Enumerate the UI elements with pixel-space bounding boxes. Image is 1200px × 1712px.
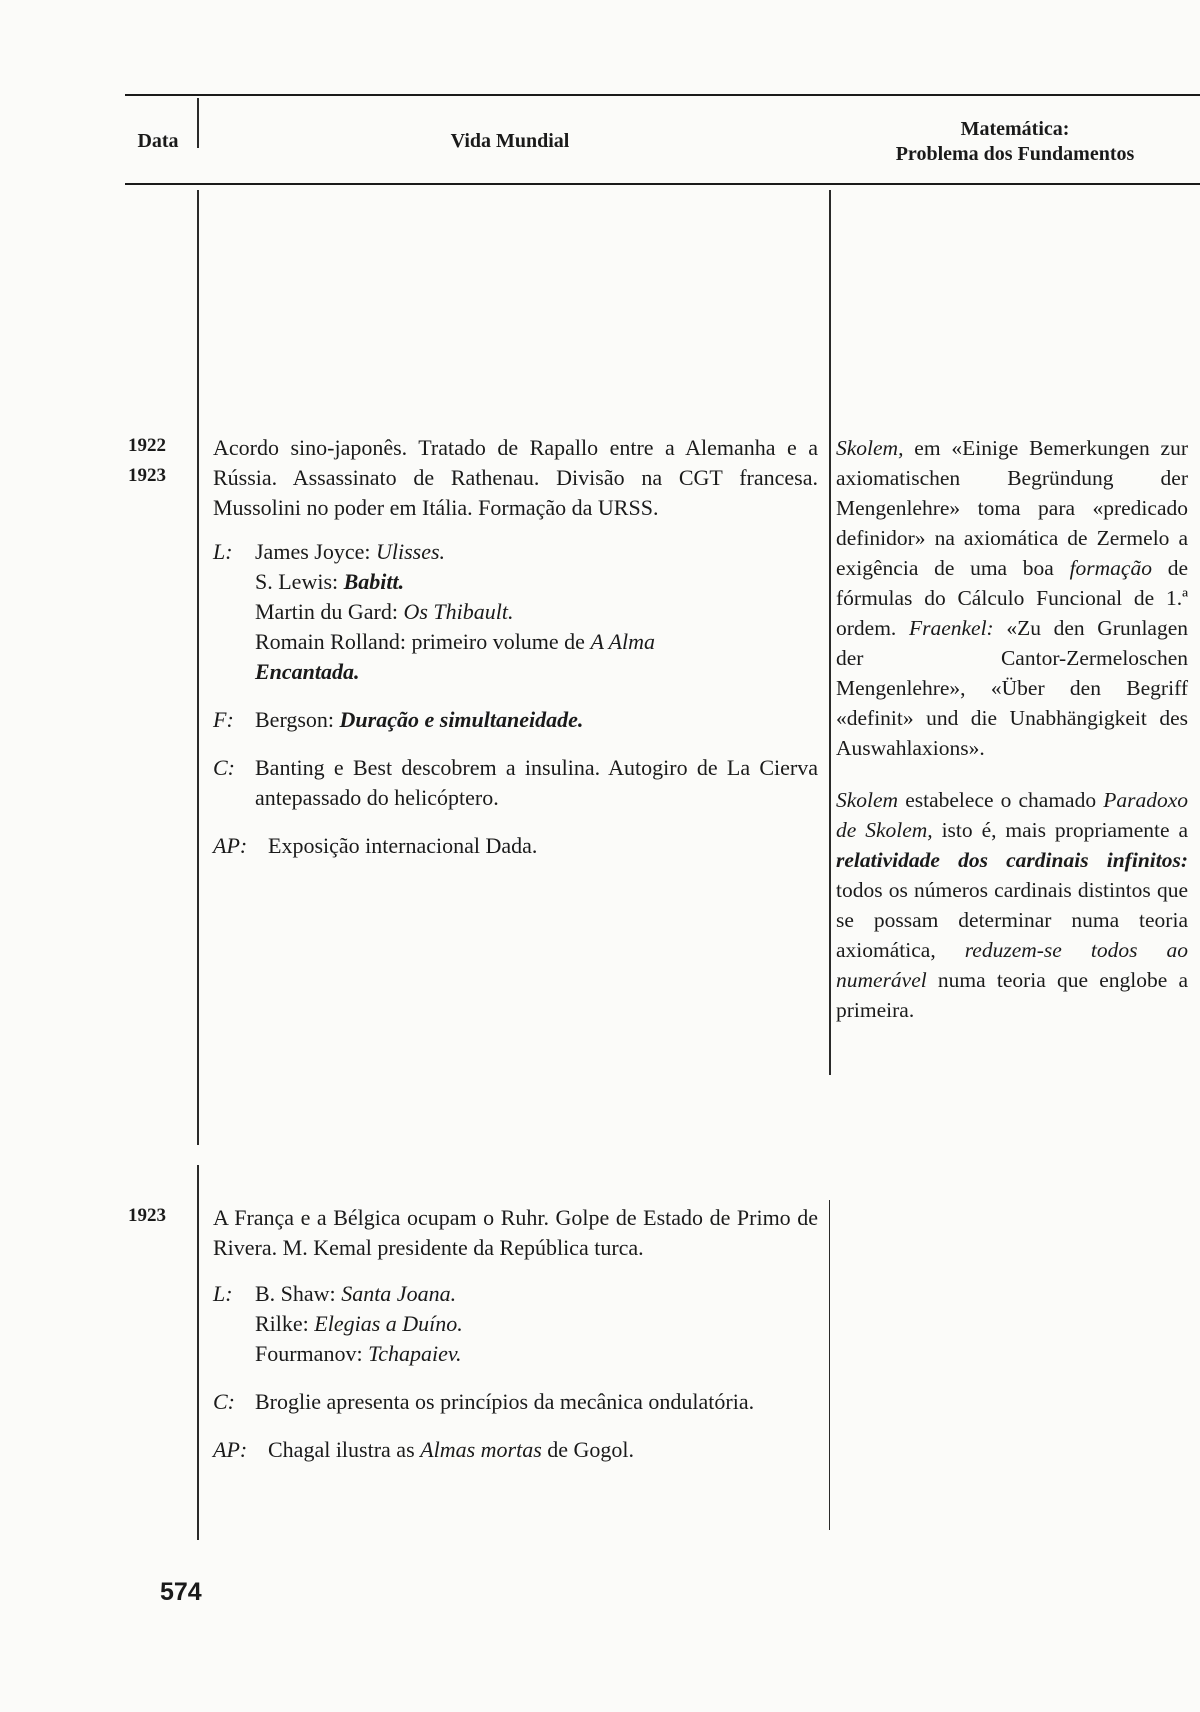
literature-item: Rilke: Elegias a Duíno.	[255, 1311, 463, 1336]
header-world: Vida Mundial	[450, 130, 570, 152]
science-entry-1	[213, 753, 818, 813]
arts-label: AP:	[213, 1437, 248, 1462]
science-text: Banting e Best descobrem a insulina. Autogiro de La Cierva antepassado do helicóptero.	[255, 755, 818, 810]
literature-item: B. Shaw: Santa Joana.	[255, 1281, 457, 1306]
date-block2	[128, 1201, 188, 1231]
philosophy-entry: F: Bergson: Duração e simultaneidade.	[213, 705, 818, 735]
literature-list	[255, 537, 818, 687]
column-divider-left	[197, 190, 199, 1145]
literature-entry-2	[213, 1279, 818, 1369]
header-divider-left	[197, 98, 199, 148]
math-paragraph-1: Skolem, em «Einige Bemerkungen zur axiomatischen Begründung der Mengenlehre» toma para «predicado definidor» na axiomática de Zermelo a exigência de uma boa formação de fórmulas do Cálculo Funcional de 1.ª ordem. Fraenkel: «Zu den Grunlagen der Cantor-Zermeloschen Mengenlehre», «Über den Begriff «definit» und die Unabhängigkeit des Auswahlaxions».	[836, 436, 1188, 760]
philosophy-label: F:	[213, 707, 234, 732]
header-bottom-rule	[125, 183, 1200, 185]
column-divider-right-lower	[829, 1200, 830, 1530]
literature-item: S. Lewis: Babitt.	[255, 569, 405, 594]
header-math-line1: Matemática:	[960, 118, 1070, 140]
header-math-line2: Problema dos Fundamentos	[895, 143, 1135, 165]
arts-text: Chagal ilustra as Almas mortas de Gogol.	[268, 1437, 635, 1462]
literature-label: L:	[213, 539, 233, 564]
literature-item: Martin du Gard: Os Thibault.	[255, 599, 514, 624]
arts-label: AP:	[213, 833, 248, 858]
science-text: Broglie apresenta os princípios da mecânica ondulatória.	[255, 1389, 755, 1414]
arts-entry-1	[213, 831, 818, 861]
literature-item: Romain Rolland: primeiro volume de A Alma Encantada.	[255, 629, 656, 684]
literature-list	[255, 1279, 818, 1369]
science-label: C:	[213, 1389, 235, 1414]
world-block2-lead: A França e a Bélgica ocupam o Ruhr. Golpe de Estado de Primo de Rivera. M. Kemal presidente da República turca.	[213, 1205, 818, 1260]
header-date: Data	[137, 130, 179, 152]
column-divider-right	[829, 190, 831, 1075]
header-top-rule	[125, 94, 1200, 96]
math-paragraph-2: Skolem estabelece o chamado Paradoxo de Skolem, isto é, mais propriamente a relatividade dos cardinais infinitos: todos os números cardinais distintos que se possam determinar numa teoria axiomática, reduzem-se todos ao numerável numa teoria que englobe a primeira.	[836, 788, 1188, 1022]
world-block1-lead: Acordo sino-japonês. Tratado de Rapallo entre a Alemanha e a Rússia. Assassinato de Rathenau. Divisão na CGT francesa. Mussolini no poder em Itália. Formação da URSS.	[213, 435, 818, 520]
world-block2	[213, 1203, 818, 1465]
science-entry-2	[213, 1387, 818, 1417]
page-number: 574	[160, 1578, 202, 1606]
column-divider-left-lower	[197, 1165, 199, 1540]
date-1922: 1922	[128, 435, 166, 456]
arts-text: Exposição internacional Dada.	[268, 833, 538, 858]
science-label: C:	[213, 755, 235, 780]
date-1923-second: 1923	[128, 1205, 166, 1226]
world-block1	[213, 433, 818, 861]
arts-entry-2	[213, 1435, 818, 1465]
literature-entry-1	[213, 537, 818, 687]
literature-label: L:	[213, 1281, 233, 1306]
date-1923: 1923	[128, 465, 166, 486]
header-math	[850, 117, 1180, 167]
date-block1	[128, 431, 188, 491]
literature-item: James Joyce: Ulisses.	[255, 539, 446, 564]
literature-item: Fourmanov: Tchapaiev.	[255, 1341, 462, 1366]
math-block1	[836, 433, 1188, 1025]
